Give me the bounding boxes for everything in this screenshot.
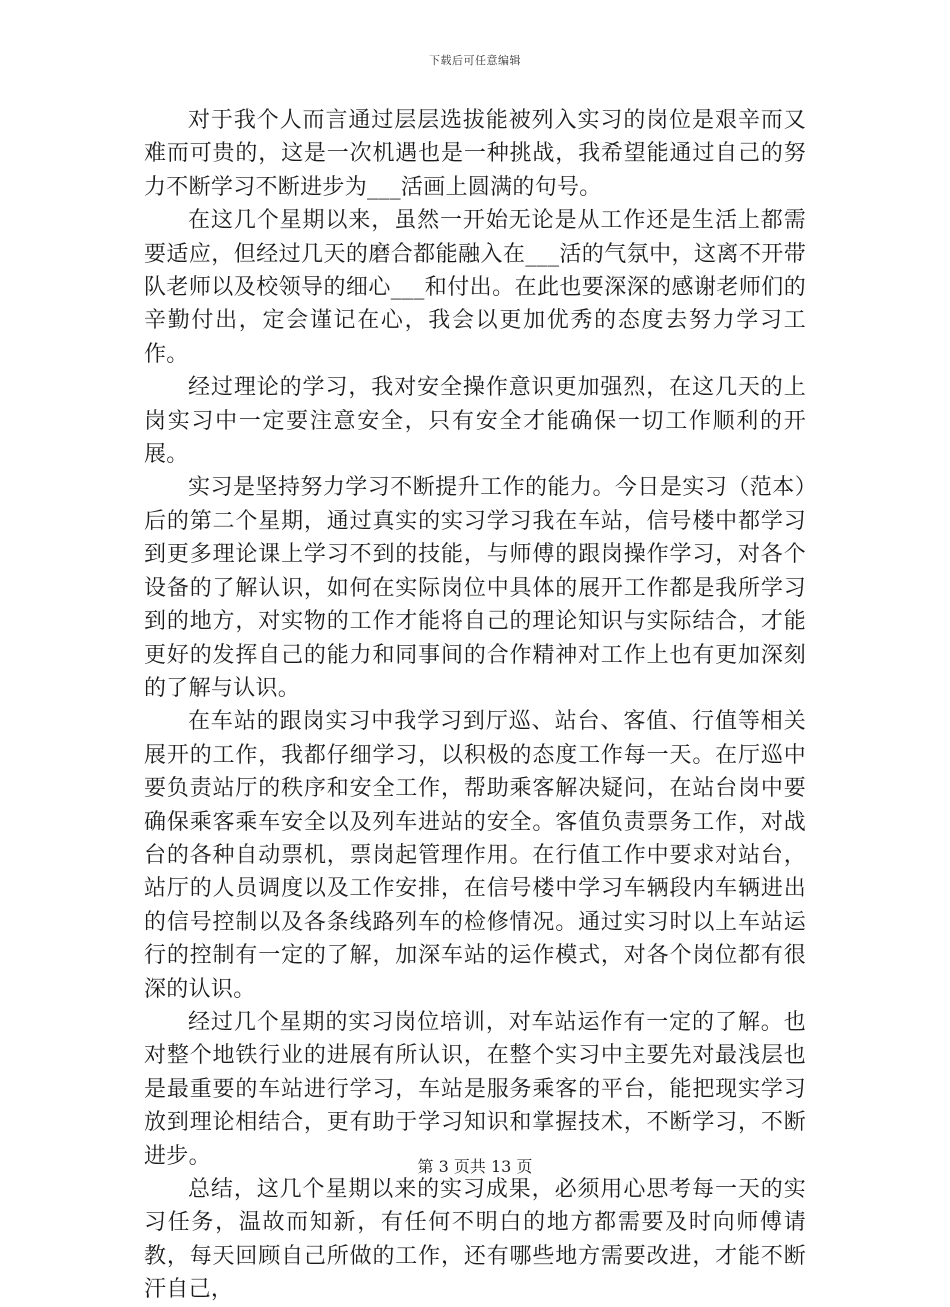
page-header: 下载后可任意编辑 xyxy=(429,54,521,67)
paragraph-6: 经过几个星期的实习岗位培训，对车站运作有一定的了解。也对整个地铁行业的进展有所认识，在整个实习中主要先对最浅层也是最重要的车站进行学习，车站是服务乘客的平台，能把现实学习放到理论相结合，更有助于学习知识和掌握技术，不断学习，不断进步。 xyxy=(144,1009,806,1169)
paragraph-3: 经过理论的学习，我对安全操作意识更加强烈，在这几天的上岗实习中一定要注意安全，只有安全才能确保一切工作顺利的开展。 xyxy=(144,375,806,468)
document-body xyxy=(144,104,806,1307)
page-number: 第 3 页共 13 页 xyxy=(417,1157,533,1176)
paragraph-1: 对于我个人而言通过层层选拔能被列入实习的岗位是艰辛而又难而可贵的，这是一次机遇也是一种挑战，我希望能通过自己的努力不断学习不断进步为___活画上圆满的句号。 xyxy=(144,108,806,200)
paragraph-4: 实习是坚持努力学习不断提升工作的能力。今日是实习（范本）后的第二个星期，通过真实的实习学习我在车站，信号楼中都学习到更多理论课上学习不到的技能，与师傅的跟岗操作学习，对各个设备的了解认识，如何在实际岗位中具体的展开工作都是我所学习到的地方，对实物的工作才能将自己的理论知识与实际结合，才能更好的发挥自己的能力和同事间的合作精神对工作上也有更加深刻的了解与认识。 xyxy=(144,475,806,701)
paragraph-2: 在这几个星期以来，虽然一开始无论是从工作还是生活上都需要适应，但经过几天的磨合都能融入在___活的气氛中，这离不开带队老师以及校领导的细心___和付出。在此也要深深的感谢老师们的辛勤付出，定会谨记在心，我会以更加优秀的态度去努力学习工作。 xyxy=(144,208,806,367)
paragraph-5: 在车站的跟岗实习中我学习到厅巡、站台、客值、行值等相关展开的工作，我都仔细学习，以积极的态度工作每一天。在厅巡中要负责站厅的秩序和安全工作，帮助乘客解决疑问，在站台岗中要确保乘客乘车安全以及列车进站的安全。客值负责票务工作，对战台的各种自动票机，票岗起管理作用。在行值工作中要求对站台，站厅的人员调度以及工作安排，在信号楼中学习车辆段内车辆进出的信号控制以及各条线路列车的检修情况。通过实习时以上车站运行的控制有一定的了解，加深车站的运作模式，对各个岗位都有很深的认识。 xyxy=(144,709,806,1002)
paragraph-7: 总结，这几个星期以来的实习成果，必须用心思考每一天的实习任务，温故而知新，有任何不明白的地方都需要及时向师傅请教，每天回顾自己所做的工作，还有哪些地方需要改进，才能不断汗自己， xyxy=(144,1177,806,1303)
